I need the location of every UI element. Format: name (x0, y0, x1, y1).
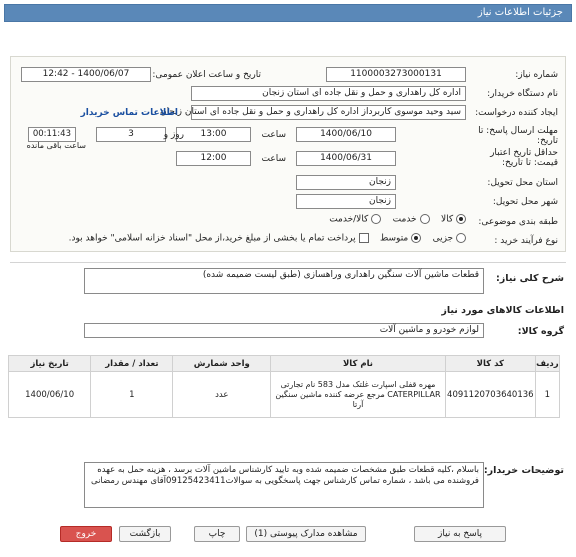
deadline-label: مهلت ارسال پاسخ: تا تاریخ: (478, 126, 558, 146)
payment-checkbox[interactable] (359, 233, 369, 243)
exit-button[interactable]: خروج (60, 526, 112, 542)
divider (10, 262, 566, 263)
province-field: زنجان (296, 175, 396, 190)
cell-date: 1400/06/10 (9, 372, 91, 418)
process-label: نوع فرآیند خرید : (494, 236, 558, 246)
col-index: ردیف (535, 356, 559, 372)
buyer-notes-field: باسلام ،کلیه قطعات طبق مشخصات ضمیمه شده وبه تایید کارشناس ماشین آلات برسد ، هزینه حمل به عهده فروشنده می باشد ، شماره تماس کارشناس جهت پاسخگویی به سوالات09125423411آقای مهندس رمضانی (84, 462, 484, 508)
days-field: 3 (96, 127, 166, 142)
attachments-button[interactable]: مشاهده مدارک پیوستی (1) (246, 526, 366, 542)
contact-info-link[interactable]: اطلاعات تماس خریدار (80, 108, 178, 118)
need-number-label: شماره نیاز: (515, 70, 558, 80)
goods-group-label: گروه کالا: (517, 326, 564, 337)
print-button[interactable]: چاپ (194, 526, 240, 542)
category-radio-goods[interactable] (456, 214, 466, 224)
category-radio-both[interactable] (371, 214, 381, 224)
process-radio-minor[interactable] (456, 233, 466, 243)
remaining-time-field: 00:11:43 (28, 127, 76, 142)
need-number-field: 1100003273000131 (326, 67, 466, 82)
creator-field: سید وحید موسوی کاربرداز اداره کل راهداری و حمل و نقل جاده ای استان زنجان (191, 105, 466, 120)
creator-label: ایجاد کننده درخواست: (475, 108, 558, 118)
cell-name-line1: مهره قفلی اسپارت غلتک مدل 583 نام تجارتی (280, 379, 436, 389)
category-option-both: کالا/خدمت (329, 214, 369, 225)
validity-time-label: ساعت (261, 154, 286, 164)
process-radio-group (69, 233, 466, 244)
col-unit: واحد شمارش (173, 356, 271, 372)
table-row (9, 372, 560, 418)
cell-code: 4091120703640136 (445, 372, 535, 418)
cell-qty: 1 (91, 372, 173, 418)
category-option-goods: کالا (440, 214, 454, 225)
deadline-time-field: 13:00 (176, 127, 251, 142)
category-radio-service[interactable] (420, 214, 430, 224)
deadline-date-field: 1400/06/10 (296, 127, 396, 142)
table-header-row (9, 356, 560, 372)
payment-note: پرداخت تمام یا بخشی از مبلغ خرید،از محل "اسناد خزانه اسلامی" خواهد بود. (68, 233, 356, 244)
category-label: طبقه بندی موضوعی: (478, 217, 558, 227)
category-option-service: خدمت (392, 214, 417, 225)
process-option-minor: جزیی (432, 233, 454, 244)
city-field: زنجان (296, 194, 396, 209)
validity-label: حداقل تاریخ اعتبار قیمت: تا تاریخ: (490, 148, 558, 168)
summary-field: قطعات ماشین آلات سنگین راهداری وراهسازی (طبق لیست ضمیمه شده) (84, 268, 484, 294)
col-code: کد کالا (445, 356, 535, 372)
goods-info-title: اطلاعات کالاهای مورد نیاز (441, 305, 564, 316)
validity-time-field: 12:00 (176, 151, 251, 166)
reply-button[interactable]: پاسخ به نیاز (414, 526, 506, 542)
col-name: نام کالا (271, 356, 446, 372)
day-label: روز و (163, 130, 184, 140)
cell-name-line2: CATERPILLAR مرجع عرضه کننده ماشین سنگین آرتا (275, 389, 441, 409)
cell-name (271, 372, 446, 418)
col-qty: تعداد / مقدار (91, 356, 173, 372)
back-button[interactable]: بازگشت (119, 526, 171, 542)
process-radio-medium[interactable] (411, 233, 421, 243)
announce-label: تاریخ و ساعت اعلان عمومی: (152, 70, 261, 80)
announce-field: 1400/06/07 - 12:42 (21, 67, 151, 82)
validity-date-field: 1400/06/31 (296, 151, 396, 166)
buyer-notes-label: توضیحات خریدار: (483, 465, 564, 476)
page-title: جزئیات اطلاعات نیاز (477, 7, 563, 18)
col-date: تاریخ نیاز (9, 356, 91, 372)
deadline-time-label: ساعت (261, 130, 286, 140)
buyer-org-field: اداره کل راهداری و حمل و نقل جاده ای استان زنجان (191, 86, 466, 101)
goods-group-field: لوازم خودرو و ماشین آلات (84, 323, 484, 338)
buyer-org-label: نام دستگاه خریدار: (487, 89, 558, 99)
remaining-text: ساعت باقی مانده (26, 141, 86, 150)
cell-index: 1 (535, 372, 559, 418)
page-header (4, 4, 572, 22)
items-table (8, 355, 560, 418)
summary-label: شرح کلی نیاز: (495, 273, 564, 284)
city-label: شهر محل تحویل: (492, 197, 558, 207)
process-option-medium: متوسط (379, 233, 409, 244)
category-radio-group (329, 214, 466, 225)
cell-unit: عدد (173, 372, 271, 418)
province-label: استان محل تحویل: (487, 178, 558, 188)
